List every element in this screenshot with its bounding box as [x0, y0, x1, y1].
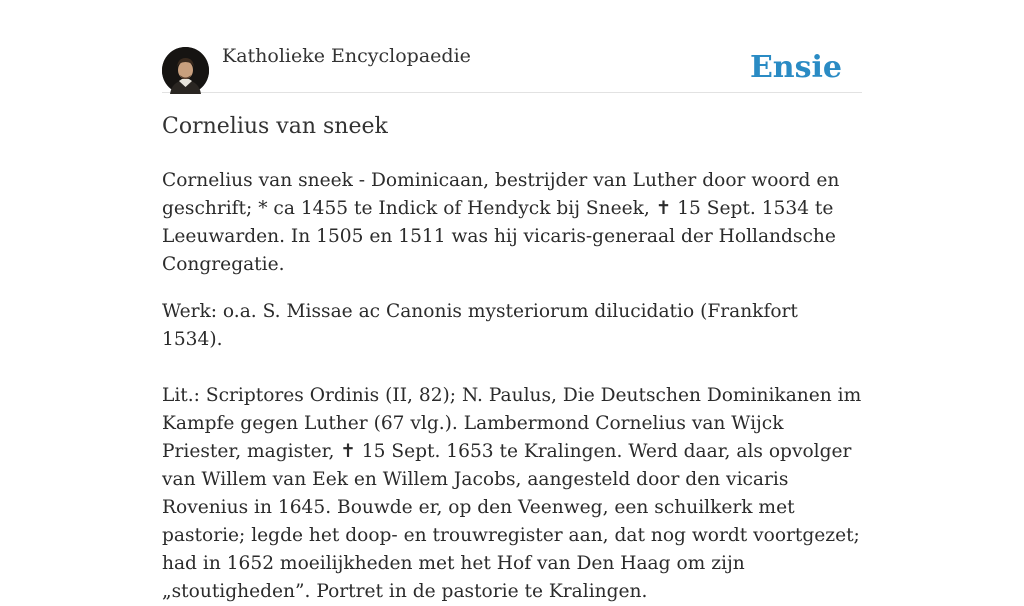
article-paragraph: Werk: o.a. S. Missae ac Canonis mysteriorum dilucidatio (Frankfort 1534).	[162, 301, 798, 350]
article-body	[162, 167, 864, 606]
article-title: Cornelius van sneek	[162, 114, 388, 139]
source-name[interactable]: Katholieke Encyclopaedie	[222, 45, 471, 67]
article-paragraph: Cornelius van sneek - Dominicaan, bestrijder van Luther door woord en geschrift; * ca 1455 te Indick of Hendyck bij Sneek, ✝ 15 Sept. 1534 te Leeuwarden. In 1505 en 1511 was hij vicaris-generaal der Hollandsche Congregatie.	[162, 170, 840, 275]
header	[162, 0, 862, 93]
brand-logo[interactable]: Ensie	[749, 50, 842, 85]
page-container	[162, 0, 862, 602]
article-paragraph: Lit.: Scriptores Ordinis (II, 82); N. Paulus, Die Deutschen Dominikanen im Kampfe gegen Luther (67 vlg.). Lambermond Cornelius van Wijck Priester, magister, ✝ 15 Sept. 1653 te Kralingen. Werd daar, als opvolger van Willem van Eek en Willem Jacobs, aangesteld door den vicaris Rovenius in 1645. Bouwde er, op den Veenweg, een schuilkerk met pastorie; legde het doop- en trouwregister aan, dat nog wordt voortgezet; had in 1652 moeilijkheden met het Hof van Den Haag om zijn „stoutigheden”. Portret in de pastorie te Kralingen.	[162, 385, 862, 602]
portrait-avatar-icon[interactable]	[162, 47, 209, 94]
